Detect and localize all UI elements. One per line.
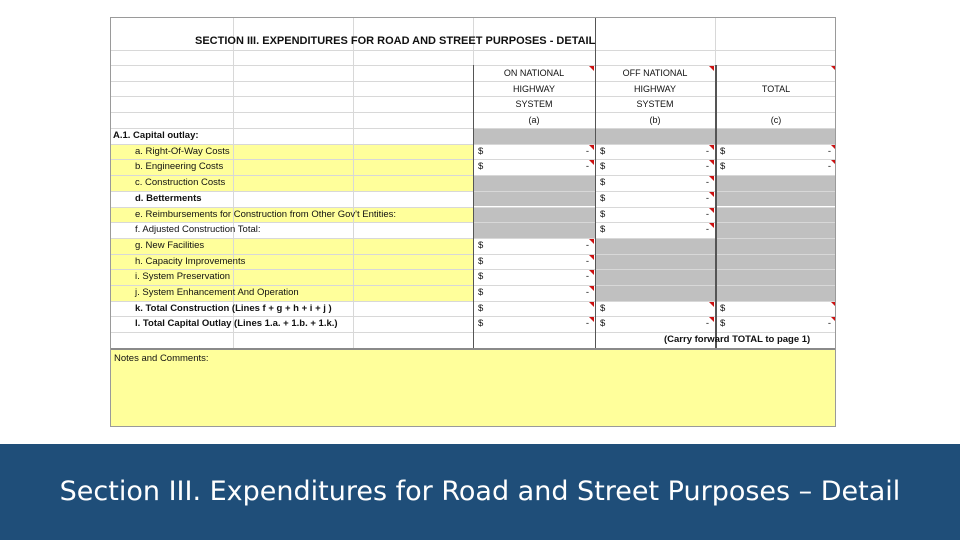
input-cell-b[interactable] bbox=[595, 301, 715, 317]
input-cell-b bbox=[595, 254, 715, 270]
comment-marker bbox=[589, 66, 594, 71]
input-cell-c bbox=[715, 285, 836, 301]
currency-symbol: $ bbox=[720, 145, 726, 157]
row-label: f. Adjusted Construction Total: bbox=[135, 224, 261, 236]
input-cell-c[interactable] bbox=[715, 316, 836, 332]
input-cell-b[interactable] bbox=[595, 191, 715, 207]
comment-marker bbox=[709, 176, 714, 181]
amount-value: - bbox=[827, 145, 831, 157]
amount-value: - bbox=[705, 192, 709, 204]
notes-area[interactable] bbox=[111, 349, 836, 427]
amount-value: - bbox=[705, 145, 709, 157]
currency-symbol: $ bbox=[600, 145, 606, 157]
input-cell-a[interactable] bbox=[473, 238, 595, 254]
column-a-header-line2: HIGHWAY bbox=[513, 83, 555, 94]
amount-value: - bbox=[585, 161, 589, 173]
column-b-header-line3: SYSTEM bbox=[636, 99, 674, 110]
currency-symbol: $ bbox=[478, 239, 484, 251]
input-cell-c[interactable] bbox=[715, 159, 836, 175]
amount-value: - bbox=[585, 271, 589, 283]
column-b-header-letter: (b) bbox=[649, 114, 661, 125]
comment-marker bbox=[709, 66, 714, 71]
input-cell-b[interactable] bbox=[595, 222, 715, 238]
row-label: c. Construction Costs bbox=[135, 177, 226, 189]
slide-title: Section III. Expenditures for Road and Street Purposes – Detail bbox=[59, 476, 901, 507]
row-label: a. Right-Of-Way Costs bbox=[135, 145, 230, 157]
row-label: b. Engineering Costs bbox=[135, 161, 224, 173]
currency-symbol: $ bbox=[600, 177, 606, 189]
amount-value: - bbox=[585, 255, 589, 267]
currency-symbol: $ bbox=[478, 318, 484, 330]
currency-symbol: $ bbox=[478, 287, 484, 298]
carry-forward-note: (Carry forward TOTAL to page 1) bbox=[664, 334, 811, 346]
comment-marker bbox=[831, 160, 836, 165]
comment-marker bbox=[709, 317, 714, 322]
comment-marker bbox=[709, 145, 714, 150]
row-label: d. Betterments bbox=[135, 192, 202, 204]
section-heading-fill bbox=[473, 128, 836, 144]
column-c-header-letter: (c) bbox=[770, 114, 782, 125]
gridline bbox=[715, 65, 717, 348]
input-cell-b[interactable] bbox=[595, 144, 715, 160]
comment-marker bbox=[709, 192, 714, 197]
currency-symbol: $ bbox=[478, 161, 484, 173]
comment-marker bbox=[831, 317, 836, 322]
amount-value: - bbox=[585, 145, 589, 157]
input-cell-a[interactable] bbox=[473, 159, 595, 175]
row-label: i. System Preservation bbox=[135, 271, 231, 283]
currency-symbol: $ bbox=[600, 161, 606, 173]
currency-symbol: $ bbox=[720, 318, 726, 330]
currency-symbol: $ bbox=[478, 271, 484, 283]
column-c-header-line2: TOTAL bbox=[761, 83, 791, 94]
amount-value: - bbox=[585, 318, 589, 330]
currency-symbol: $ bbox=[720, 161, 726, 173]
input-cell-b[interactable] bbox=[595, 175, 715, 191]
comment-marker bbox=[589, 145, 594, 150]
input-cell-c bbox=[715, 191, 836, 207]
input-cell-a bbox=[473, 222, 595, 238]
input-cell-a[interactable] bbox=[473, 254, 595, 270]
input-cell-b bbox=[595, 285, 715, 301]
currency-symbol: $ bbox=[600, 192, 606, 204]
input-cell-c bbox=[715, 207, 836, 223]
input-cell-b bbox=[595, 269, 715, 285]
input-cell-c bbox=[715, 254, 836, 270]
comment-marker bbox=[589, 160, 594, 165]
input-cell-a[interactable] bbox=[473, 269, 595, 285]
input-cell-a bbox=[473, 191, 595, 207]
comment-marker bbox=[709, 208, 714, 213]
row-label: j. System Enhancement And Operation bbox=[135, 287, 299, 298]
input-cell-a bbox=[473, 175, 595, 191]
amount-value: - bbox=[827, 318, 831, 330]
gridline bbox=[353, 18, 354, 348]
comment-marker bbox=[589, 239, 594, 244]
comment-marker bbox=[831, 145, 836, 150]
amount-value: - bbox=[827, 161, 831, 173]
comment-marker bbox=[709, 302, 714, 307]
notes-label: Notes and Comments: bbox=[114, 352, 209, 364]
input-cell-a[interactable] bbox=[473, 301, 595, 317]
row-label: e. Reimbursements for Construction from Other Gov't Entities: bbox=[135, 208, 397, 220]
comment-marker bbox=[709, 223, 714, 228]
currency-symbol: $ bbox=[478, 255, 484, 267]
input-cell-a[interactable] bbox=[473, 316, 595, 332]
currency-symbol: $ bbox=[600, 224, 606, 236]
currency-symbol: $ bbox=[600, 208, 606, 220]
currency-symbol: $ bbox=[478, 302, 484, 314]
comment-marker bbox=[709, 160, 714, 165]
currency-symbol: $ bbox=[720, 302, 726, 314]
column-a-header-line3: SYSTEM bbox=[515, 99, 553, 110]
currency-symbol: $ bbox=[600, 302, 606, 314]
amount-value: - bbox=[705, 208, 709, 220]
form-title: SECTION III. EXPENDITURES FOR ROAD AND STREET PURPOSES - DETAIL bbox=[195, 35, 596, 47]
input-cell-b[interactable] bbox=[595, 159, 715, 175]
currency-symbol: $ bbox=[478, 145, 484, 157]
comment-marker bbox=[831, 302, 836, 307]
input-cell-b bbox=[595, 238, 715, 254]
input-cell-a[interactable] bbox=[473, 285, 595, 301]
row-label: h. Capacity Improvements bbox=[135, 255, 246, 267]
amount-value: - bbox=[705, 177, 709, 189]
amount-value: - bbox=[585, 239, 589, 251]
input-cell-c[interactable] bbox=[715, 144, 836, 160]
row-label: k. Total Construction (Lines f + g + h + i + j ) bbox=[135, 302, 332, 314]
amount-value: - bbox=[585, 287, 589, 298]
input-cell-c bbox=[715, 238, 836, 254]
currency-symbol: $ bbox=[600, 318, 606, 330]
input-cell-a[interactable] bbox=[473, 144, 595, 160]
amount-value: - bbox=[705, 318, 709, 330]
comment-marker bbox=[589, 302, 594, 307]
comment-marker bbox=[589, 286, 594, 291]
column-b-header-line1: OFF NATIONAL bbox=[622, 68, 688, 78]
input-cell-c bbox=[715, 222, 836, 238]
row-label: l. Total Capital Outlay (Lines 1.a. + 1.b. + 1.k.) bbox=[135, 318, 338, 330]
input-cell-c[interactable] bbox=[715, 301, 836, 317]
input-cell-a bbox=[473, 207, 595, 223]
amount-value: - bbox=[705, 161, 709, 173]
amount-value: - bbox=[705, 224, 709, 236]
comment-marker bbox=[589, 255, 594, 260]
row-label: g. New Facilities bbox=[135, 239, 205, 251]
input-cell-c bbox=[715, 175, 836, 191]
section-heading: A.1. Capital outlay: bbox=[113, 130, 199, 141]
comment-marker bbox=[831, 66, 836, 71]
comment-marker bbox=[589, 317, 594, 322]
spreadsheet-form bbox=[110, 17, 836, 427]
column-a-header-letter: (a) bbox=[528, 114, 540, 125]
input-cell-b[interactable] bbox=[595, 316, 715, 332]
column-b-header-line2: HIGHWAY bbox=[634, 83, 676, 94]
input-cell-c bbox=[715, 269, 836, 285]
input-cell-b[interactable] bbox=[595, 207, 715, 223]
column-a-header-line1: ON NATIONAL bbox=[503, 68, 565, 78]
comment-marker bbox=[589, 270, 594, 275]
notes-top-border bbox=[111, 348, 836, 350]
